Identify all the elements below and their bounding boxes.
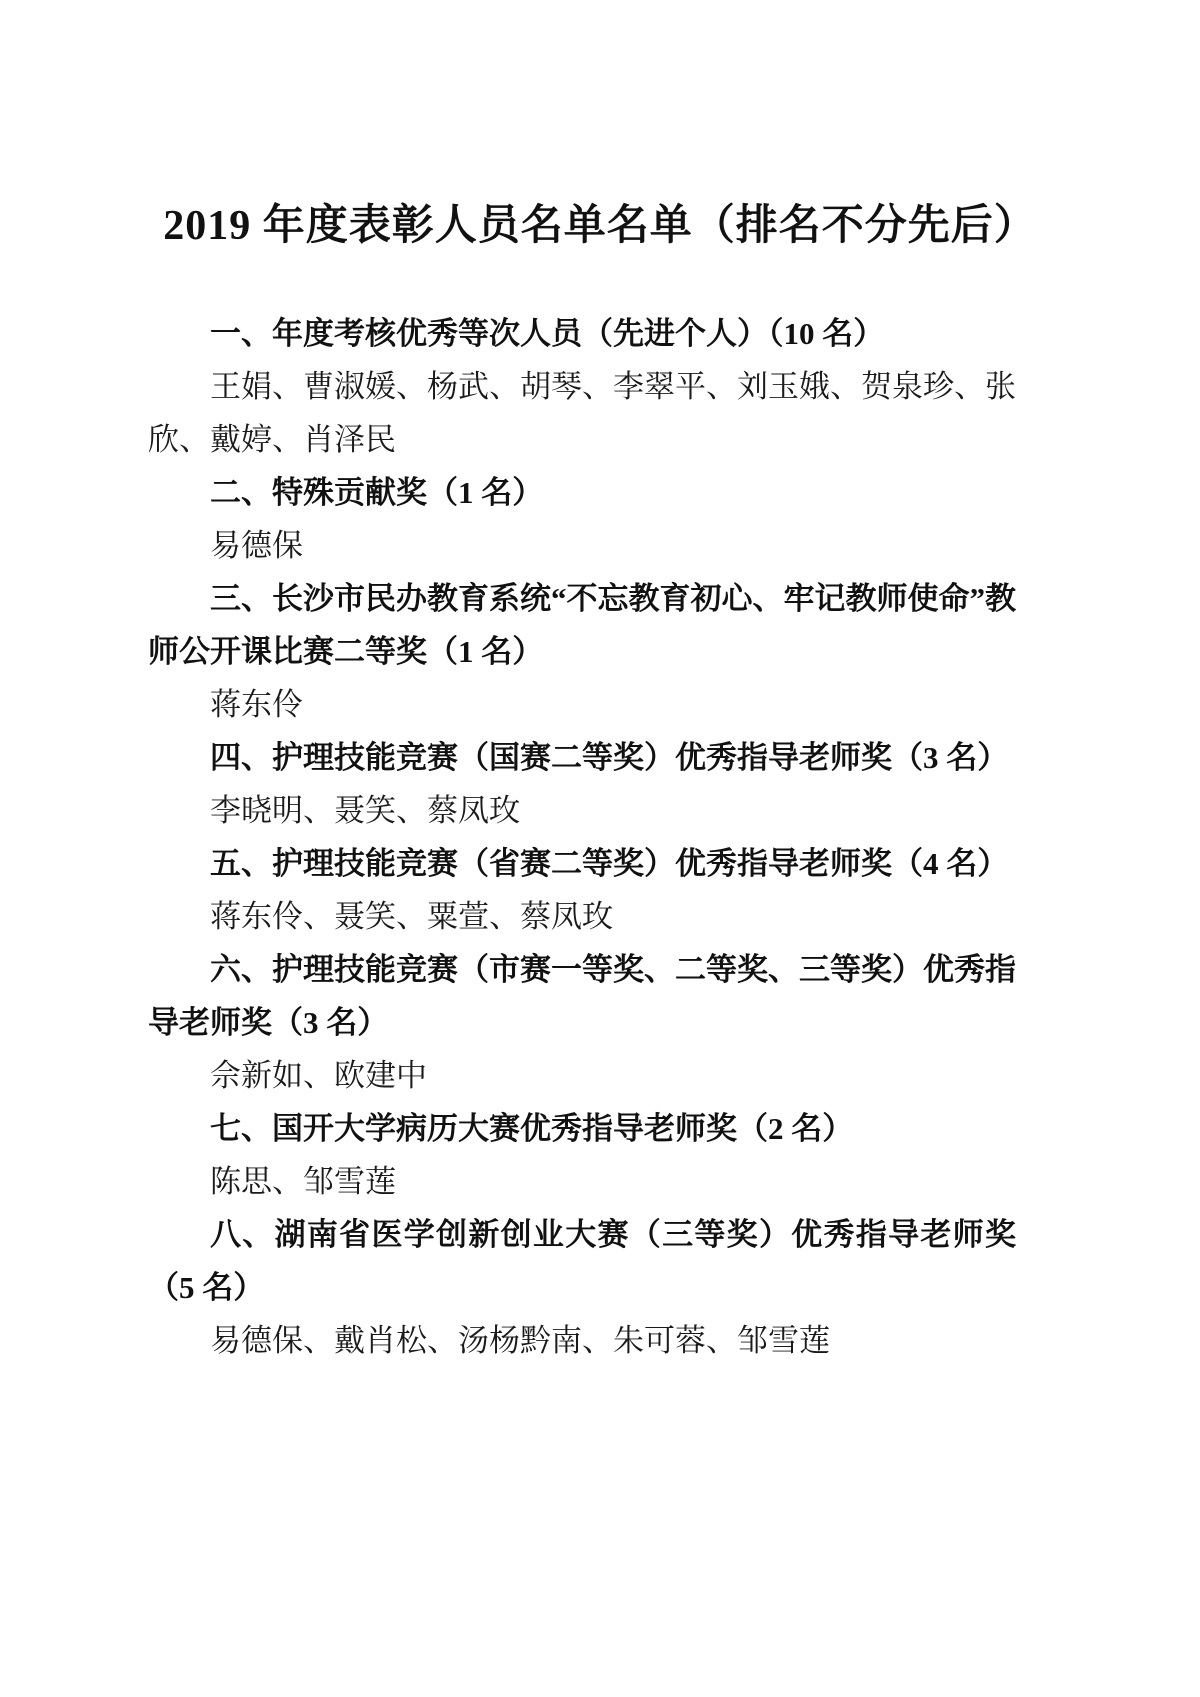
section-heading: 八、湖南省医学创新创业大赛（三等奖）优秀指导老师奖（5 名） bbox=[148, 1217, 1016, 1305]
section-4 bbox=[148, 731, 1016, 837]
section-heading: 三、长沙市民办教育系统“不忘教育初心、牢记教师使命”教师公开课比赛二等奖（1 名） bbox=[148, 581, 1016, 669]
section-names: 蒋东伶 bbox=[210, 687, 303, 722]
section-heading: 四、护理技能竞赛（国赛二等奖）优秀指导老师奖（3 名） bbox=[210, 740, 1009, 775]
section-names: 易德保 bbox=[210, 528, 303, 563]
section-names: 佘新如、欧建中 bbox=[210, 1058, 427, 1093]
section-names: 李晓明、聂笑、蔡凤玫 bbox=[210, 793, 520, 828]
section-names: 易德保、戴肖松、汤杨黔南、朱可蓉、邹雪莲 bbox=[210, 1323, 830, 1358]
section-2 bbox=[148, 466, 1016, 572]
section-3 bbox=[148, 572, 1016, 731]
section-1 bbox=[148, 307, 1016, 466]
section-heading: 一、年度考核优秀等次人员（先进个人）（10 名） bbox=[210, 316, 885, 351]
section-heading: 六、护理技能竞赛（市赛一等奖、二等奖、三等奖）优秀指导老师奖（3 名） bbox=[148, 952, 1016, 1040]
section-heading: 二、特殊贡献奖（1 名） bbox=[210, 475, 544, 510]
section-7 bbox=[148, 1102, 1016, 1208]
section-5 bbox=[148, 837, 1016, 943]
document-title: 2019 年度表彰人员名单名单（排名不分先后） bbox=[163, 203, 1037, 249]
section-heading: 七、国开大学病历大赛优秀指导老师奖（2 名） bbox=[210, 1111, 854, 1146]
section-names: 蒋东伶、聂笑、粟萱、蔡凤玫 bbox=[210, 899, 613, 934]
section-8 bbox=[148, 1208, 1016, 1367]
section-names: 王娟、曹淑媛、杨武、胡琴、李翠平、刘玉娥、贺泉珍、张欣、戴婷、肖泽民 bbox=[148, 369, 1016, 457]
section-names: 陈思、邹雪莲 bbox=[210, 1164, 396, 1199]
section-6 bbox=[148, 943, 1016, 1102]
section-heading: 五、护理技能竞赛（省赛二等奖）优秀指导老师奖（4 名） bbox=[210, 846, 1009, 881]
